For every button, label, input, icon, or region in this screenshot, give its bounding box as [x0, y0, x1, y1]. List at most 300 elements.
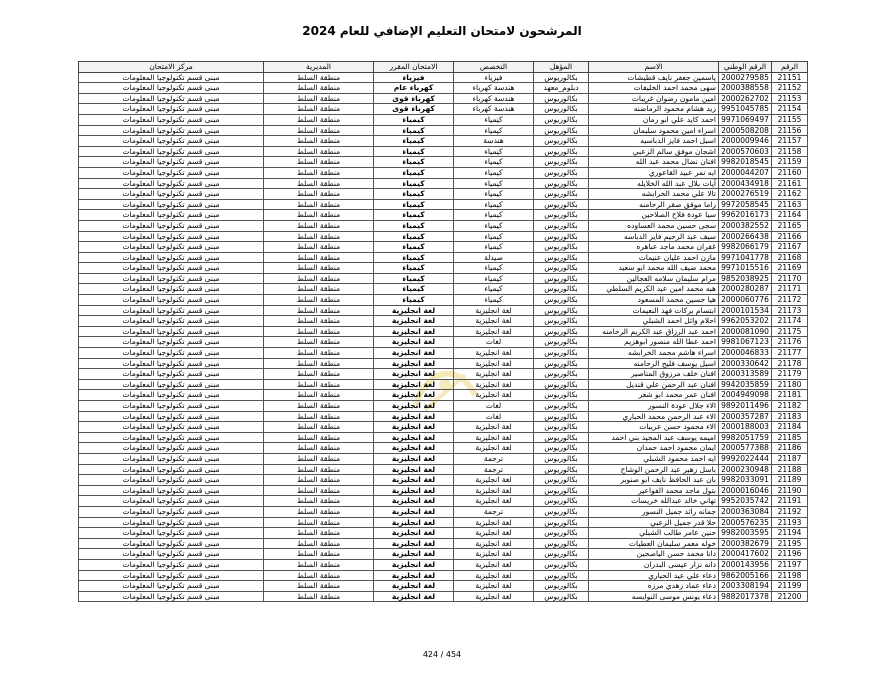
cell-seq: 21160: [772, 167, 808, 178]
cell-directorate: منطقة السلط: [264, 401, 374, 412]
cell-qualification: بكالوريوس: [534, 199, 589, 210]
cell-national-id: 9952035742: [719, 496, 772, 507]
cell-exam: كهرباء عام: [374, 83, 454, 94]
cell-directorate: منطقة السلط: [264, 326, 374, 337]
cell-specialization: ترجمة: [454, 506, 534, 517]
cell-directorate: منطقة السلط: [264, 157, 374, 168]
cell-national-id: 9982033091: [719, 475, 772, 486]
cell-name: احمد عبد الرزاق عبد الكريم الرحامنه: [589, 326, 719, 337]
cell-exam: لغة انجليزية: [374, 348, 454, 359]
cell-center: مبنى قسم تكنولوجيا المعلومات: [79, 242, 264, 253]
cell-center: مبنى قسم تكنولوجيا المعلومات: [79, 506, 264, 517]
table-row: [79, 401, 808, 412]
cell-exam: لغة انجليزية: [374, 401, 454, 412]
cell-exam: لغة انجليزية: [374, 528, 454, 539]
cell-directorate: منطقة السلط: [264, 528, 374, 539]
table-row: [79, 559, 808, 570]
cell-directorate: منطقة السلط: [264, 231, 374, 242]
cell-qualification: بكالوريوس: [534, 93, 589, 104]
table-row: [79, 210, 808, 221]
cell-qualification: بكالوريوس: [534, 210, 589, 221]
cell-name: الاء محمود حسن عريبات: [589, 422, 719, 433]
cell-national-id: 2000101534: [719, 305, 772, 316]
cell-qualification: بكالوريوس: [534, 506, 589, 517]
header-specialization: التخصص: [454, 62, 534, 73]
table-row: [79, 506, 808, 517]
cell-qualification: بكالوريوس: [534, 390, 589, 401]
cell-exam: فيزياء: [374, 72, 454, 83]
cell-name: محمد ضيف الله محمد ابو سعيد: [589, 263, 719, 274]
cell-exam: لغة انجليزية: [374, 485, 454, 496]
cell-name: باسل زهير عبد الرحمن الوشاح: [589, 464, 719, 475]
table-row: [79, 104, 808, 115]
cell-directorate: منطقة السلط: [264, 178, 374, 189]
cell-seq: 21163: [772, 199, 808, 210]
cell-national-id: 9852038925: [719, 273, 772, 284]
cell-specialization: كيمياء: [454, 284, 534, 295]
cell-exam: لغة انجليزية: [374, 581, 454, 592]
cell-national-id: 2000143956: [719, 559, 772, 570]
cell-seq: 21198: [772, 570, 808, 581]
cell-center: مبنى قسم تكنولوجيا المعلومات: [79, 549, 264, 560]
cell-specialization: كيمياء: [454, 178, 534, 189]
cell-specialization: كيمياء: [454, 263, 534, 274]
cell-name: احمد كايد علي ابو رمان: [589, 114, 719, 125]
cell-directorate: منطقة السلط: [264, 358, 374, 369]
cell-exam: لغة انجليزية: [374, 570, 454, 581]
cell-name: مازن احمد عليان عنيمات: [589, 252, 719, 263]
header-exam: الامتحان المقرر: [374, 62, 454, 73]
table-row: [79, 432, 808, 443]
cell-seq: 21153: [772, 93, 808, 104]
cell-name: سيف عبد الرحيم فايز الدباسه: [589, 231, 719, 242]
cell-directorate: منطقة السلط: [264, 83, 374, 94]
cell-name: امين مامون رضوان غريبات: [589, 93, 719, 104]
cell-exam: لغة انجليزية: [374, 591, 454, 602]
cell-national-id: 9962053202: [719, 316, 772, 327]
cell-seq: 21172: [772, 295, 808, 306]
cell-seq: 21181: [772, 390, 808, 401]
cell-qualification: بكالوريوس: [534, 284, 589, 295]
cell-national-id: 2004949098: [719, 390, 772, 401]
table-row: [79, 517, 808, 528]
cell-seq: 21159: [772, 157, 808, 168]
cell-name: اسيل يوسف فليح الرحامنه: [589, 358, 719, 369]
cell-directorate: منطقة السلط: [264, 496, 374, 507]
cell-specialization: لغات: [454, 411, 534, 422]
cell-directorate: منطقة السلط: [264, 485, 374, 496]
cell-specialization: لغة انجليزية: [454, 422, 534, 433]
cell-seq: 21167: [772, 242, 808, 253]
table-row: [79, 263, 808, 274]
cell-center: مبنى قسم تكنولوجيا المعلومات: [79, 220, 264, 231]
cell-name: تهاني خالد عبدالله خريسات: [589, 496, 719, 507]
cell-directorate: منطقة السلط: [264, 263, 374, 274]
cell-national-id: 2000357287: [719, 411, 772, 422]
cell-seq: 21171: [772, 284, 808, 295]
cell-name: سجى حسين محمد العساوده: [589, 220, 719, 231]
cell-national-id: 9892011496: [719, 401, 772, 412]
cell-directorate: منطقة السلط: [264, 506, 374, 517]
cell-national-id: 2000508208: [719, 125, 772, 136]
cell-specialization: لغة انجليزية: [454, 379, 534, 390]
cell-qualification: بكالوريوس: [534, 443, 589, 454]
cell-qualification: بكالوريوس: [534, 538, 589, 549]
table-row: [79, 496, 808, 507]
cell-exam: لغة انجليزية: [374, 549, 454, 560]
cell-national-id: 9972058545: [719, 199, 772, 210]
cell-exam: لغة انجليزية: [374, 369, 454, 380]
cell-seq: 21158: [772, 146, 808, 157]
cell-exam: لغة انجليزية: [374, 506, 454, 517]
cell-directorate: منطقة السلط: [264, 443, 374, 454]
cell-national-id: 2000417602: [719, 549, 772, 560]
cell-name: آيات بلال عبد الله الخلايله: [589, 178, 719, 189]
cell-qualification: بكالوريوس: [534, 231, 589, 242]
table-row: [79, 295, 808, 306]
table-row: [79, 422, 808, 433]
cell-exam: كيمياء: [374, 284, 454, 295]
cell-directorate: منطقة السلط: [264, 369, 374, 380]
table-row: [79, 305, 808, 316]
cell-qualification: بكالوريوس: [534, 549, 589, 560]
cell-name: اشجان موفق سالم الزعبي: [589, 146, 719, 157]
cell-name: ياسمين جعفر نايف قطيشات: [589, 72, 719, 83]
header-seq: الرقم: [772, 62, 808, 73]
cell-seq: 21186: [772, 443, 808, 454]
cell-name: حنين عامر طالب الشبلي: [589, 528, 719, 539]
cell-center: مبنى قسم تكنولوجيا المعلومات: [79, 390, 264, 401]
cell-seq: 21188: [772, 464, 808, 475]
cell-exam: كيمياء: [374, 199, 454, 210]
cell-exam: لغة انجليزية: [374, 337, 454, 348]
cell-center: مبنى قسم تكنولوجيا المعلومات: [79, 114, 264, 125]
cell-specialization: هندسة: [454, 136, 534, 147]
cell-seq: 21174: [772, 316, 808, 327]
cell-national-id: 9971041778: [719, 252, 772, 263]
cell-name: دعاء عماد زهدي مرزه: [589, 581, 719, 592]
cell-seq: 21185: [772, 432, 808, 443]
cell-exam: لغة انجليزية: [374, 443, 454, 454]
cell-specialization: لغة انجليزية: [454, 581, 534, 592]
cell-seq: 21178: [772, 358, 808, 369]
cell-exam: كيمياء: [374, 189, 454, 200]
cell-specialization: لغة انجليزية: [454, 517, 534, 528]
cell-specialization: ترجمة: [454, 464, 534, 475]
cell-exam: لغة انجليزية: [374, 464, 454, 475]
cell-seq: 21176: [772, 337, 808, 348]
cell-national-id: 2000276519: [719, 189, 772, 200]
cell-name: اسراء امين محمود سليمان: [589, 125, 719, 136]
cell-specialization: كيمياء: [454, 210, 534, 221]
cell-specialization: لغة انجليزية: [454, 496, 534, 507]
cell-qualification: بكالوريوس: [534, 453, 589, 464]
cell-center: مبنى قسم تكنولوجيا المعلومات: [79, 72, 264, 83]
cell-specialization: كيمياء: [454, 295, 534, 306]
table-row: [79, 72, 808, 83]
cell-specialization: فيزياء: [454, 72, 534, 83]
header-qualification: المؤهل: [534, 62, 589, 73]
cell-exam: لغة انجليزية: [374, 379, 454, 390]
cell-name: احمد عطا الله منصور ابوهزيم: [589, 337, 719, 348]
cell-center: مبنى قسم تكنولوجيا المعلومات: [79, 104, 264, 115]
table-row: [79, 337, 808, 348]
table-row: [79, 326, 808, 337]
cell-specialization: لغة انجليزية: [454, 369, 534, 380]
cell-qualification: بكالوريوس: [534, 559, 589, 570]
cell-exam: لغة انجليزية: [374, 496, 454, 507]
cell-seq: 21199: [772, 581, 808, 592]
cell-name: ابتسام بركات فهد النعيمات: [589, 305, 719, 316]
cell-specialization: كيمياء: [454, 167, 534, 178]
cell-directorate: منطقة السلط: [264, 284, 374, 295]
cell-center: مبنى قسم تكنولوجيا المعلومات: [79, 581, 264, 592]
table-row: [79, 284, 808, 295]
cell-national-id: 9962016173: [719, 210, 772, 221]
cell-directorate: منطقة السلط: [264, 390, 374, 401]
cell-center: مبنى قسم تكنولوجيا المعلومات: [79, 422, 264, 433]
cell-exam: لغة انجليزية: [374, 316, 454, 327]
cell-exam: كيمياء: [374, 157, 454, 168]
cell-specialization: لغة انجليزية: [454, 358, 534, 369]
cell-directorate: منطقة السلط: [264, 570, 374, 581]
table-header-row: [79, 62, 808, 73]
cell-directorate: منطقة السلط: [264, 189, 374, 200]
cell-directorate: منطقة السلط: [264, 581, 374, 592]
cell-national-id: 2000363084: [719, 506, 772, 517]
cell-exam: كيمياء: [374, 167, 454, 178]
cell-center: مبنى قسم تكنولوجيا المعلومات: [79, 475, 264, 486]
cell-seq: 21154: [772, 104, 808, 115]
cell-seq: 21196: [772, 549, 808, 560]
cell-exam: لغة انجليزية: [374, 422, 454, 433]
cell-specialization: لغة انجليزية: [454, 538, 534, 549]
cell-seq: 21180: [772, 379, 808, 390]
table-row: [79, 443, 808, 454]
cell-center: مبنى قسم تكنولوجيا المعلومات: [79, 337, 264, 348]
cell-exam: كيمياء: [374, 252, 454, 263]
table-row: [79, 570, 808, 581]
cell-national-id: 9982066179: [719, 242, 772, 253]
table-row: [79, 538, 808, 549]
cell-national-id: 2000046833: [719, 348, 772, 359]
cell-exam: لغة انجليزية: [374, 390, 454, 401]
cell-qualification: بكالوريوس: [534, 369, 589, 380]
cell-center: مبنى قسم تكنولوجيا المعلومات: [79, 316, 264, 327]
cell-center: مبنى قسم تكنولوجيا المعلومات: [79, 125, 264, 136]
cell-name: افنان خلف مرزوق المناصير: [589, 369, 719, 380]
cell-national-id: 2000577388: [719, 443, 772, 454]
table-row: [79, 114, 808, 125]
cell-qualification: بكالوريوس: [534, 517, 589, 528]
cell-center: مبنى قسم تكنولوجيا المعلومات: [79, 485, 264, 496]
cell-national-id: 2000266438: [719, 231, 772, 242]
cell-exam: كيمياء: [374, 210, 454, 221]
cell-exam: كيمياء: [374, 242, 454, 253]
cell-exam: كيمياء: [374, 146, 454, 157]
cell-national-id: 2000434918: [719, 178, 772, 189]
cell-specialization: كيمياء: [454, 146, 534, 157]
table-row: [79, 358, 808, 369]
cell-qualification: بكالوريوس: [534, 464, 589, 475]
cell-seq: 21170: [772, 273, 808, 284]
cell-center: مبنى قسم تكنولوجيا المعلومات: [79, 538, 264, 549]
table-row: [79, 411, 808, 422]
cell-directorate: منطقة السلط: [264, 305, 374, 316]
cell-seq: 21164: [772, 210, 808, 221]
cell-name: هيا حسين محمد المسعود: [589, 295, 719, 306]
cell-name: بتول ماجد محمد الفواعير: [589, 485, 719, 496]
cell-qualification: بكالوريوس: [534, 104, 589, 115]
cell-center: مبنى قسم تكنولوجيا المعلومات: [79, 199, 264, 210]
cell-center: مبنى قسم تكنولوجيا المعلومات: [79, 295, 264, 306]
table-row: [79, 93, 808, 104]
cell-center: مبنى قسم تكنولوجيا المعلومات: [79, 326, 264, 337]
cell-exam: كهرباء قوى: [374, 93, 454, 104]
cell-national-id: 2000060776: [719, 295, 772, 306]
cell-center: مبنى قسم تكنولوجيا المعلومات: [79, 559, 264, 570]
cell-center: مبنى قسم تكنولوجيا المعلومات: [79, 252, 264, 263]
cell-specialization: هندسة كهرباء: [454, 104, 534, 115]
cell-directorate: منطقة السلط: [264, 559, 374, 570]
cell-specialization: كيمياء: [454, 242, 534, 253]
cell-exam: كهرباء قوى: [374, 104, 454, 115]
cell-seq: 21166: [772, 231, 808, 242]
cell-exam: لغة انجليزية: [374, 538, 454, 549]
cell-qualification: بكالوريوس: [534, 263, 589, 274]
cell-qualification: بكالوريوس: [534, 114, 589, 125]
table-row: [79, 390, 808, 401]
cell-qualification: بكالوريوس: [534, 136, 589, 147]
cell-national-id: 9862005166: [719, 570, 772, 581]
cell-name: سيا عودة فلاح الصلاحين: [589, 210, 719, 221]
cell-seq: 21151: [772, 72, 808, 83]
cell-qualification: بكالوريوس: [534, 475, 589, 486]
cell-name: دانه نزار عيسى البدران: [589, 559, 719, 570]
table-row: [79, 453, 808, 464]
cell-qualification: بكالوريوس: [534, 157, 589, 168]
cell-national-id: 9982051759: [719, 432, 772, 443]
cell-directorate: منطقة السلط: [264, 517, 374, 528]
cell-seq: 21169: [772, 263, 808, 274]
cell-name: جمانه رائد جميل النسور: [589, 506, 719, 517]
cell-directorate: منطقة السلط: [264, 432, 374, 443]
cell-seq: 21155: [772, 114, 808, 125]
cell-seq: 21193: [772, 517, 808, 528]
cell-directorate: منطقة السلط: [264, 220, 374, 231]
cell-seq: 21187: [772, 453, 808, 464]
cell-seq: 21184: [772, 422, 808, 433]
cell-qualification: بكالوريوس: [534, 220, 589, 231]
cell-national-id: 2000280287: [719, 284, 772, 295]
cell-national-id: 9982003595: [719, 528, 772, 539]
cell-exam: لغة انجليزية: [374, 326, 454, 337]
cell-national-id: 2000576235: [719, 517, 772, 528]
cell-specialization: كيمياء: [454, 157, 534, 168]
cell-center: مبنى قسم تكنولوجيا المعلومات: [79, 305, 264, 316]
cell-seq: 21191: [772, 496, 808, 507]
cell-name: احلام وائل احمد الشبلي: [589, 316, 719, 327]
cell-qualification: بكالوريوس: [534, 485, 589, 496]
table-row: [79, 252, 808, 263]
cell-directorate: منطقة السلط: [264, 167, 374, 178]
table-row: [79, 591, 808, 602]
cell-directorate: منطقة السلط: [264, 464, 374, 475]
cell-national-id: 9981067123: [719, 337, 772, 348]
cell-center: مبنى قسم تكنولوجيا المعلومات: [79, 167, 264, 178]
cell-qualification: بكالوريوس: [534, 401, 589, 412]
cell-specialization: كيمياء: [454, 231, 534, 242]
table-row: [79, 242, 808, 253]
cell-qualification: بكالوريوس: [534, 305, 589, 316]
cell-directorate: منطقة السلط: [264, 348, 374, 359]
cell-name: هبه محمد امين عبد الكريم السلطي: [589, 284, 719, 295]
table-row: [79, 178, 808, 189]
cell-directorate: منطقة السلط: [264, 252, 374, 263]
page-title: المرشحون لامتحان التعليم الإضافي للعام 2024: [302, 24, 582, 38]
table-row: [79, 348, 808, 359]
cell-national-id: 9971069497: [719, 114, 772, 125]
cell-center: مبنى قسم تكنولوجيا المعلومات: [79, 401, 264, 412]
table-row: [79, 83, 808, 94]
cell-center: مبنى قسم تكنولوجيا المعلومات: [79, 358, 264, 369]
cell-center: مبنى قسم تكنولوجيا المعلومات: [79, 284, 264, 295]
cell-specialization: كيمياء: [454, 189, 534, 200]
cell-seq: 21194: [772, 528, 808, 539]
cell-center: مبنى قسم تكنولوجيا المعلومات: [79, 348, 264, 359]
cell-qualification: بكالوريوس: [534, 146, 589, 157]
cell-name: الاء جلال عودة النسور: [589, 401, 719, 412]
cell-exam: لغة انجليزية: [374, 453, 454, 464]
cell-center: مبنى قسم تكنولوجيا المعلومات: [79, 432, 264, 443]
cell-name: ايمان محمود احمد حمدان: [589, 443, 719, 454]
cell-specialization: لغة انجليزية: [454, 348, 534, 359]
cell-national-id: 2000570603: [719, 146, 772, 157]
cell-national-id: 2003308194: [719, 581, 772, 592]
table-row: [79, 189, 808, 200]
cell-name: دانا محمد حسن الياصجين: [589, 549, 719, 560]
cell-name: اسراء هاشم محمد الخرابشه: [589, 348, 719, 359]
cell-exam: لغة انجليزية: [374, 475, 454, 486]
cell-seq: 21200: [772, 591, 808, 602]
cell-national-id: 9882017378: [719, 591, 772, 602]
cell-exam: كيمياء: [374, 263, 454, 274]
cell-qualification: بكالوريوس: [534, 528, 589, 539]
table-row: [79, 146, 808, 157]
cell-qualification: بكالوريوس: [534, 273, 589, 284]
cell-exam: لغة انجليزية: [374, 305, 454, 316]
cell-exam: كيمياء: [374, 178, 454, 189]
cell-qualification: بكالوريوس: [534, 178, 589, 189]
cell-directorate: منطقة السلط: [264, 316, 374, 327]
cell-center: مبنى قسم تكنولوجيا المعلومات: [79, 464, 264, 475]
cell-center: مبنى قسم تكنولوجيا المعلومات: [79, 263, 264, 274]
cell-specialization: صيدلة: [454, 252, 534, 263]
cell-exam: كيمياء: [374, 295, 454, 306]
cell-exam: كيمياء: [374, 273, 454, 284]
cell-exam: لغة انجليزية: [374, 411, 454, 422]
cell-specialization: لغة انجليزية: [454, 591, 534, 602]
cell-specialization: لغة انجليزية: [454, 305, 534, 316]
cell-specialization: لغة انجليزية: [454, 485, 534, 496]
cell-specialization: لغة انجليزية: [454, 559, 534, 570]
cell-national-id: 2000313589: [719, 369, 772, 380]
cell-name: خوله معمر سليمان العطيات: [589, 538, 719, 549]
cell-name: راما موفق صقر الرحامنه: [589, 199, 719, 210]
table-row: [79, 316, 808, 327]
cell-seq: 21179: [772, 369, 808, 380]
cell-center: مبنى قسم تكنولوجيا المعلومات: [79, 157, 264, 168]
